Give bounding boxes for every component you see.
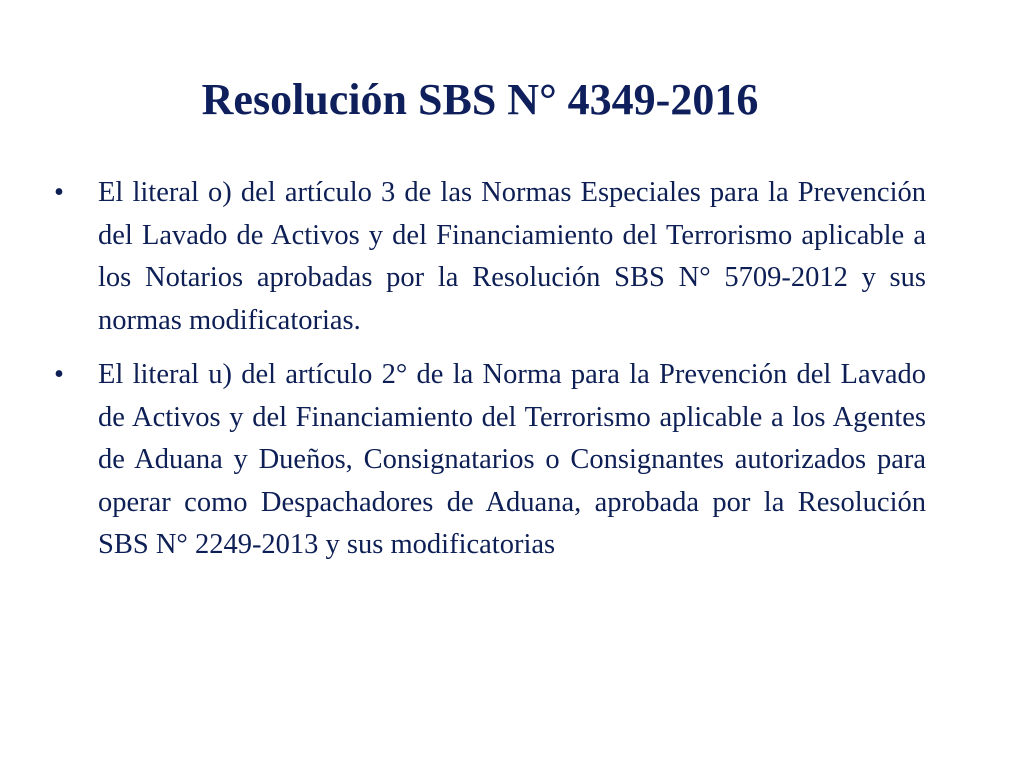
bullet-list [52,172,926,579]
slide-title: Resolución SBS N° 4349-2016 [201,75,759,124]
bullet-icon: • [54,359,64,390]
bullet-text-1: El literal o) del artículo 3 de las Normas Especiales para la Prevención del Lavado de Activos y del Financiamiento del Terrorismo aplicable a los Notarios aprobadas por la Resolución SBS N° 5709-2012 y sus normas modificatorias. [98,177,926,336]
bullet-item-1 [52,172,926,342]
bullet-item-2 [52,354,926,567]
bullet-icon: • [54,177,64,208]
bullet-text-2: El literal u) del artículo 2° de la Norma para la Prevención del Lavado de Activos y del Financiamiento del Terrorismo aplicable a los Agentes de Aduana y Dueños, Consignatarios o Consignantes autorizados para operar como Despachadores de Aduana, aprobada por la Resolución SBS N° 2249-2013 y sus modificatorias [98,359,926,560]
